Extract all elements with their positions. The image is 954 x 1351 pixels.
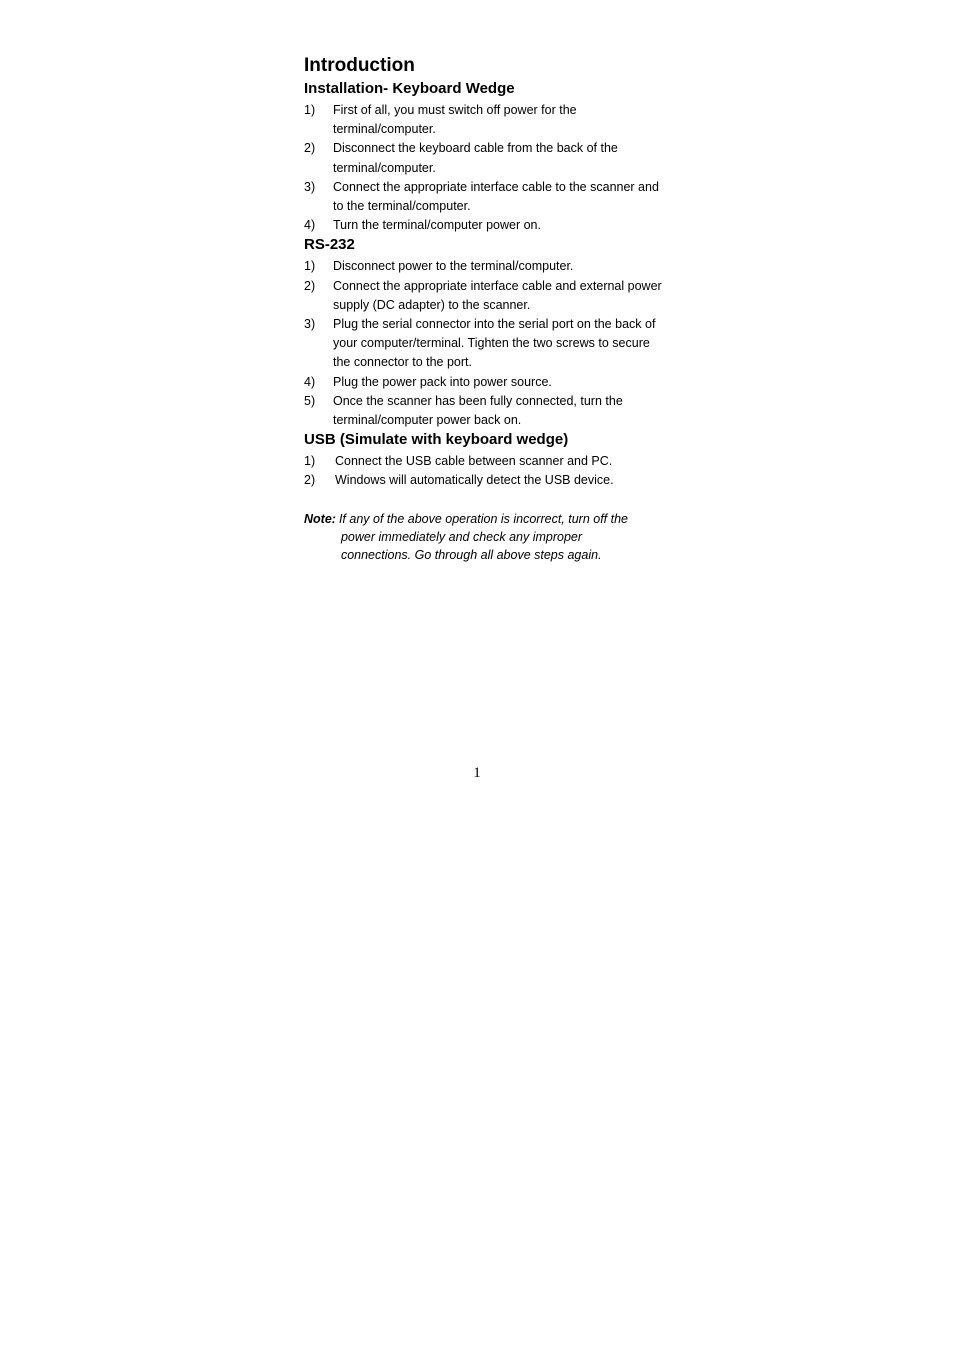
step-text: Disconnect power to the terminal/computer.	[333, 259, 574, 274]
step-text: Plug the serial connector into the serial port on the back of your computer/terminal. Tighten the two screws to secure the connector to the port.	[333, 317, 656, 370]
step-text: Windows will automatically detect the USB device.	[335, 473, 614, 488]
list-item	[304, 373, 664, 392]
list-item	[304, 139, 664, 177]
step-text: First of all, you must switch off power for the terminal/computer.	[333, 103, 577, 137]
step-text: Connect the USB cable between scanner and PC.	[335, 454, 613, 469]
step-number: 3)	[304, 317, 316, 332]
note-label: Note:	[304, 511, 336, 526]
list-item	[304, 315, 664, 373]
step-number: 3)	[304, 179, 316, 194]
step-number: 2)	[304, 278, 316, 293]
step-number: 2)	[304, 473, 316, 488]
page-number: 1	[473, 765, 481, 781]
note-block	[304, 510, 664, 564]
step-text: Disconnect the keyboard cable from the back of the terminal/computer.	[333, 141, 618, 175]
step-text: Connect the appropriate interface cable and external power supply (DC adapter) to the scanner.	[333, 278, 662, 312]
note-continuation: power immediately and check any improper connections. Go through all above steps again.	[340, 529, 602, 562]
section-keyboard-wedge	[304, 79, 664, 235]
step-list	[304, 101, 664, 235]
step-text: Plug the power pack into power source.	[333, 374, 552, 389]
list-item	[304, 101, 664, 139]
step-number: 1)	[304, 454, 316, 469]
step-number: 1)	[304, 103, 316, 117]
section-heading: RS-232	[304, 236, 355, 254]
step-text: Connect the appropriate interface cable to the scanner and to the terminal/computer.	[333, 179, 659, 214]
note-text	[339, 510, 639, 564]
step-list	[304, 452, 664, 490]
step-number: 1)	[304, 259, 316, 274]
page-title: Introduction	[304, 55, 415, 76]
step-number: 4)	[304, 218, 316, 233]
step-number: 5)	[304, 393, 316, 408]
section-heading: Installation- Keyboard Wedge	[304, 80, 515, 97]
note-first-line: If any of the above operation is incorrect, turn off the	[338, 511, 629, 526]
list-item	[304, 452, 664, 471]
step-text: Once the scanner has been fully connected, turn the terminal/computer power back on.	[333, 393, 623, 428]
step-list	[304, 257, 664, 430]
list-item	[304, 216, 664, 235]
list-item	[304, 257, 664, 276]
step-text: Turn the terminal/computer power on.	[333, 218, 541, 233]
section-usb	[304, 430, 664, 490]
section-heading: USB (Simulate with keyboard wedge)	[304, 431, 569, 449]
section-rs232	[304, 235, 664, 430]
list-item	[304, 392, 664, 430]
list-item	[304, 178, 664, 216]
list-item	[304, 471, 664, 490]
step-number: 4)	[304, 374, 316, 389]
page-content	[304, 54, 664, 564]
list-item	[304, 277, 664, 315]
step-number: 2)	[304, 141, 316, 156]
